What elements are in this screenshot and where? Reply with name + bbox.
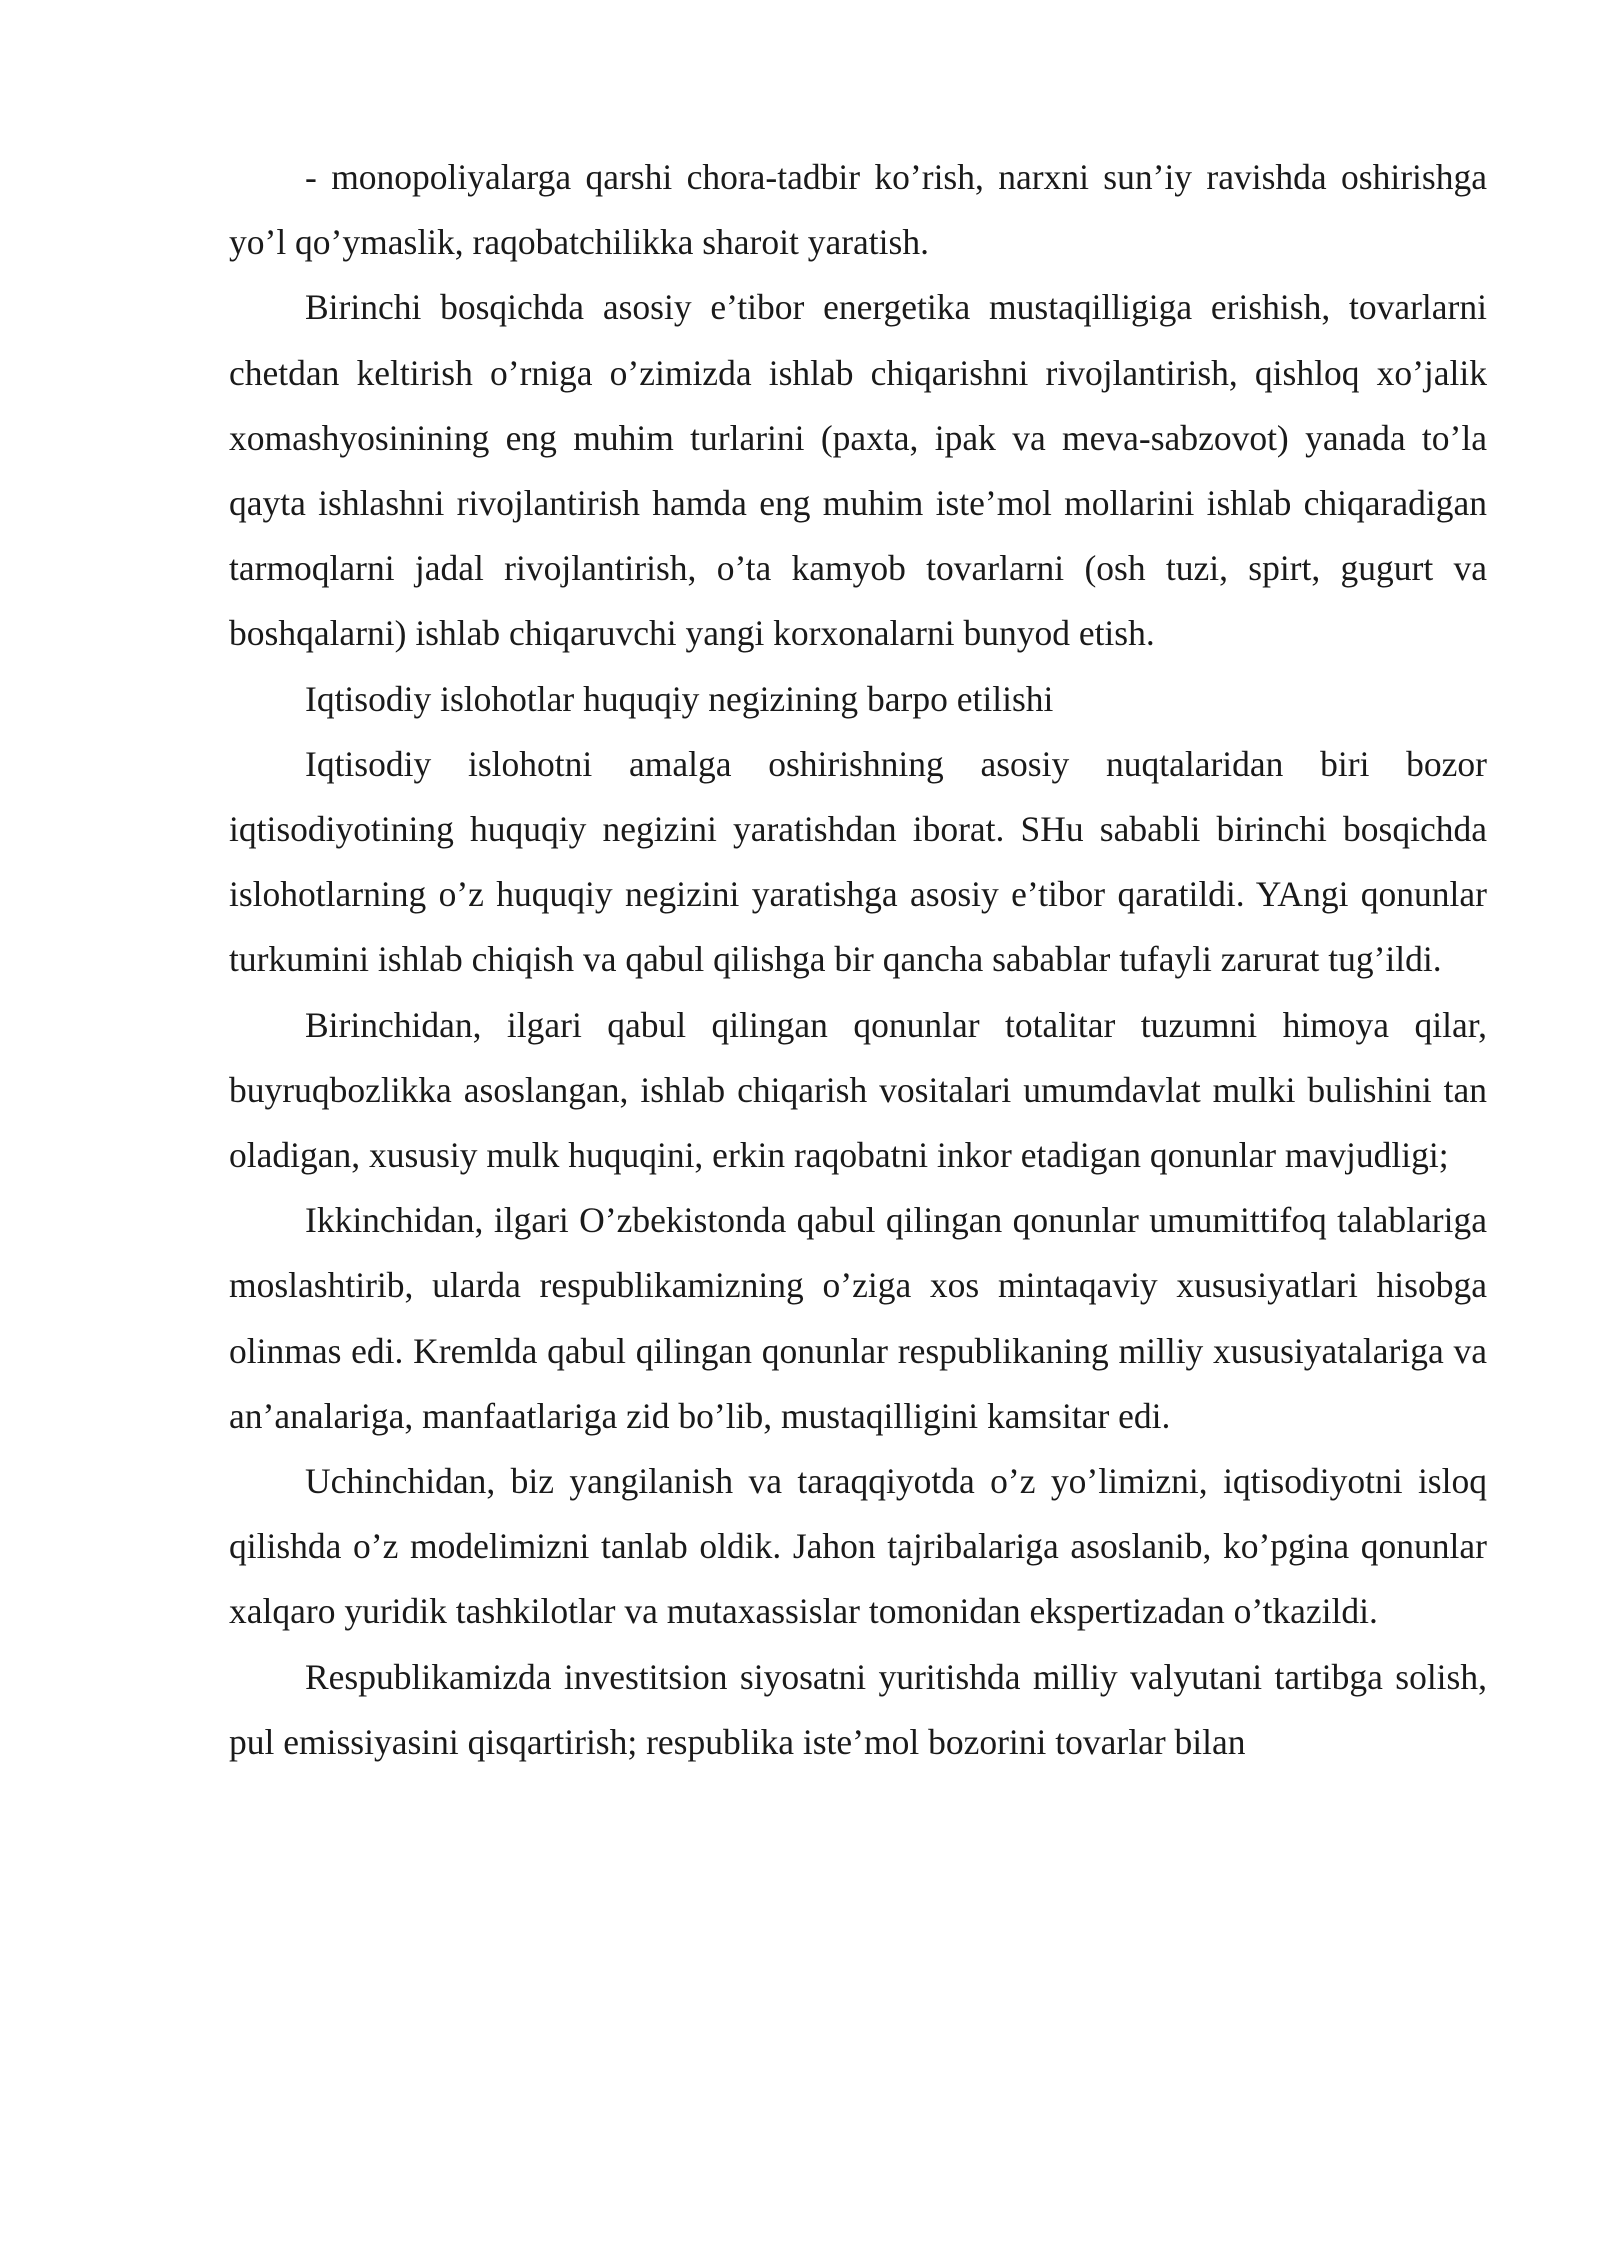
- document-body: [229, 145, 1487, 1775]
- paragraph-investment-policy: Respublikamizda investitsion siyosatni yuritishda milliy valyutani tartibga solish, pul emissiyasini qisqartirish; respublika iste’mol bozorini tovarlar bilan: [229, 1656, 1487, 1762]
- paragraph-first-stage: Birinchi bosqichda asosiy e’tibor energetika mustaqilligiga erishish, tovarlarni chetdan keltirish o’rniga o’zimizda ishlab chiqarishni rivojlantirish, qishloq xo’jalik xomashyosinining eng muhim turlarini (paxta, ipak va meva-sabzovot) yanada to’la qayta ishlashni rivojlantirish hamda eng muhim iste’mol mollarini ishlab chiqaradigan tarmoqlarni jadal rivojlantirish, o’ta kamyob tovarlarni (osh tuzi, spirt, gugurt va boshqalarni) ishlab chiqaruvchi yangi korxonalarni bunyod etish.: [229, 287, 1487, 654]
- paragraph-thirdly: Uchinchidan, biz yangilanish va taraqqiyotda o’z yo’limizni, iqtisodiyotni isloq qilishda o’z modelimizni tanlab oldik. Jahon tajribalariga asoslanib, ko’pgina qonunlar xalqaro yuridik tashkilotlar va mutaxassislar tomonidan ekspertizadan o’tkazildi.: [229, 1461, 1487, 1632]
- paragraph-secondly: Ikkinchidan, ilgari O’zbekistonda qabul qilingan qonunlar umumittifoq talablariga moslashtirib, ularda respublikamizning o’ziga xos mintaqaviy xususiyatlari hisobga olinmas edi. Kremlda qabul qilingan qonunlar respublikaning milliy xususiyatalariga va an’analariga, manfaatlariga zid bo’lib, mustaqilligini kamsitar edi.: [229, 1200, 1487, 1436]
- section-heading-legal-basis: Iqtisodiy islohotlar huquqiy negizining barpo etilishi: [305, 678, 1054, 719]
- paragraph-firstly: Birinchidan, ilgari qabul qilingan qonunlar totalitar tuzumni himoya qilar, buyruqbozlikka asoslangan, ishlab chiqarish vositalari umumdavlat mulki bulishini tan oladigan, xususiy mulk huquqini, erkin raqobatni inkor etadigan qonunlar mavjudligi;: [229, 1004, 1487, 1176]
- paragraph-legal-basis: Iqtisodiy islohotni amalga oshirishning asosiy nuqtalaridan biri bozor iqtisodiyotining huquqiy negizini yaratishdan iborat. SHu sababli birinchi bosqichda islohotlarning o’z huquqiy negizini yaratishga asosiy e’tibor qaratildi. YAngi qonunlar turkumini ishlab chiqish va qabul qilishga bir qancha sabablar tufayli zarurat tug’ildi.: [229, 743, 1487, 980]
- paragraph-monopoly-measures: - monopoliyalarga qarshi chora-tadbir ko’rish, narxni sun’iy ravishda oshirishga yo’l qo’ymaslik, raqobatchilikka sharoit yaratish.: [229, 157, 1487, 263]
